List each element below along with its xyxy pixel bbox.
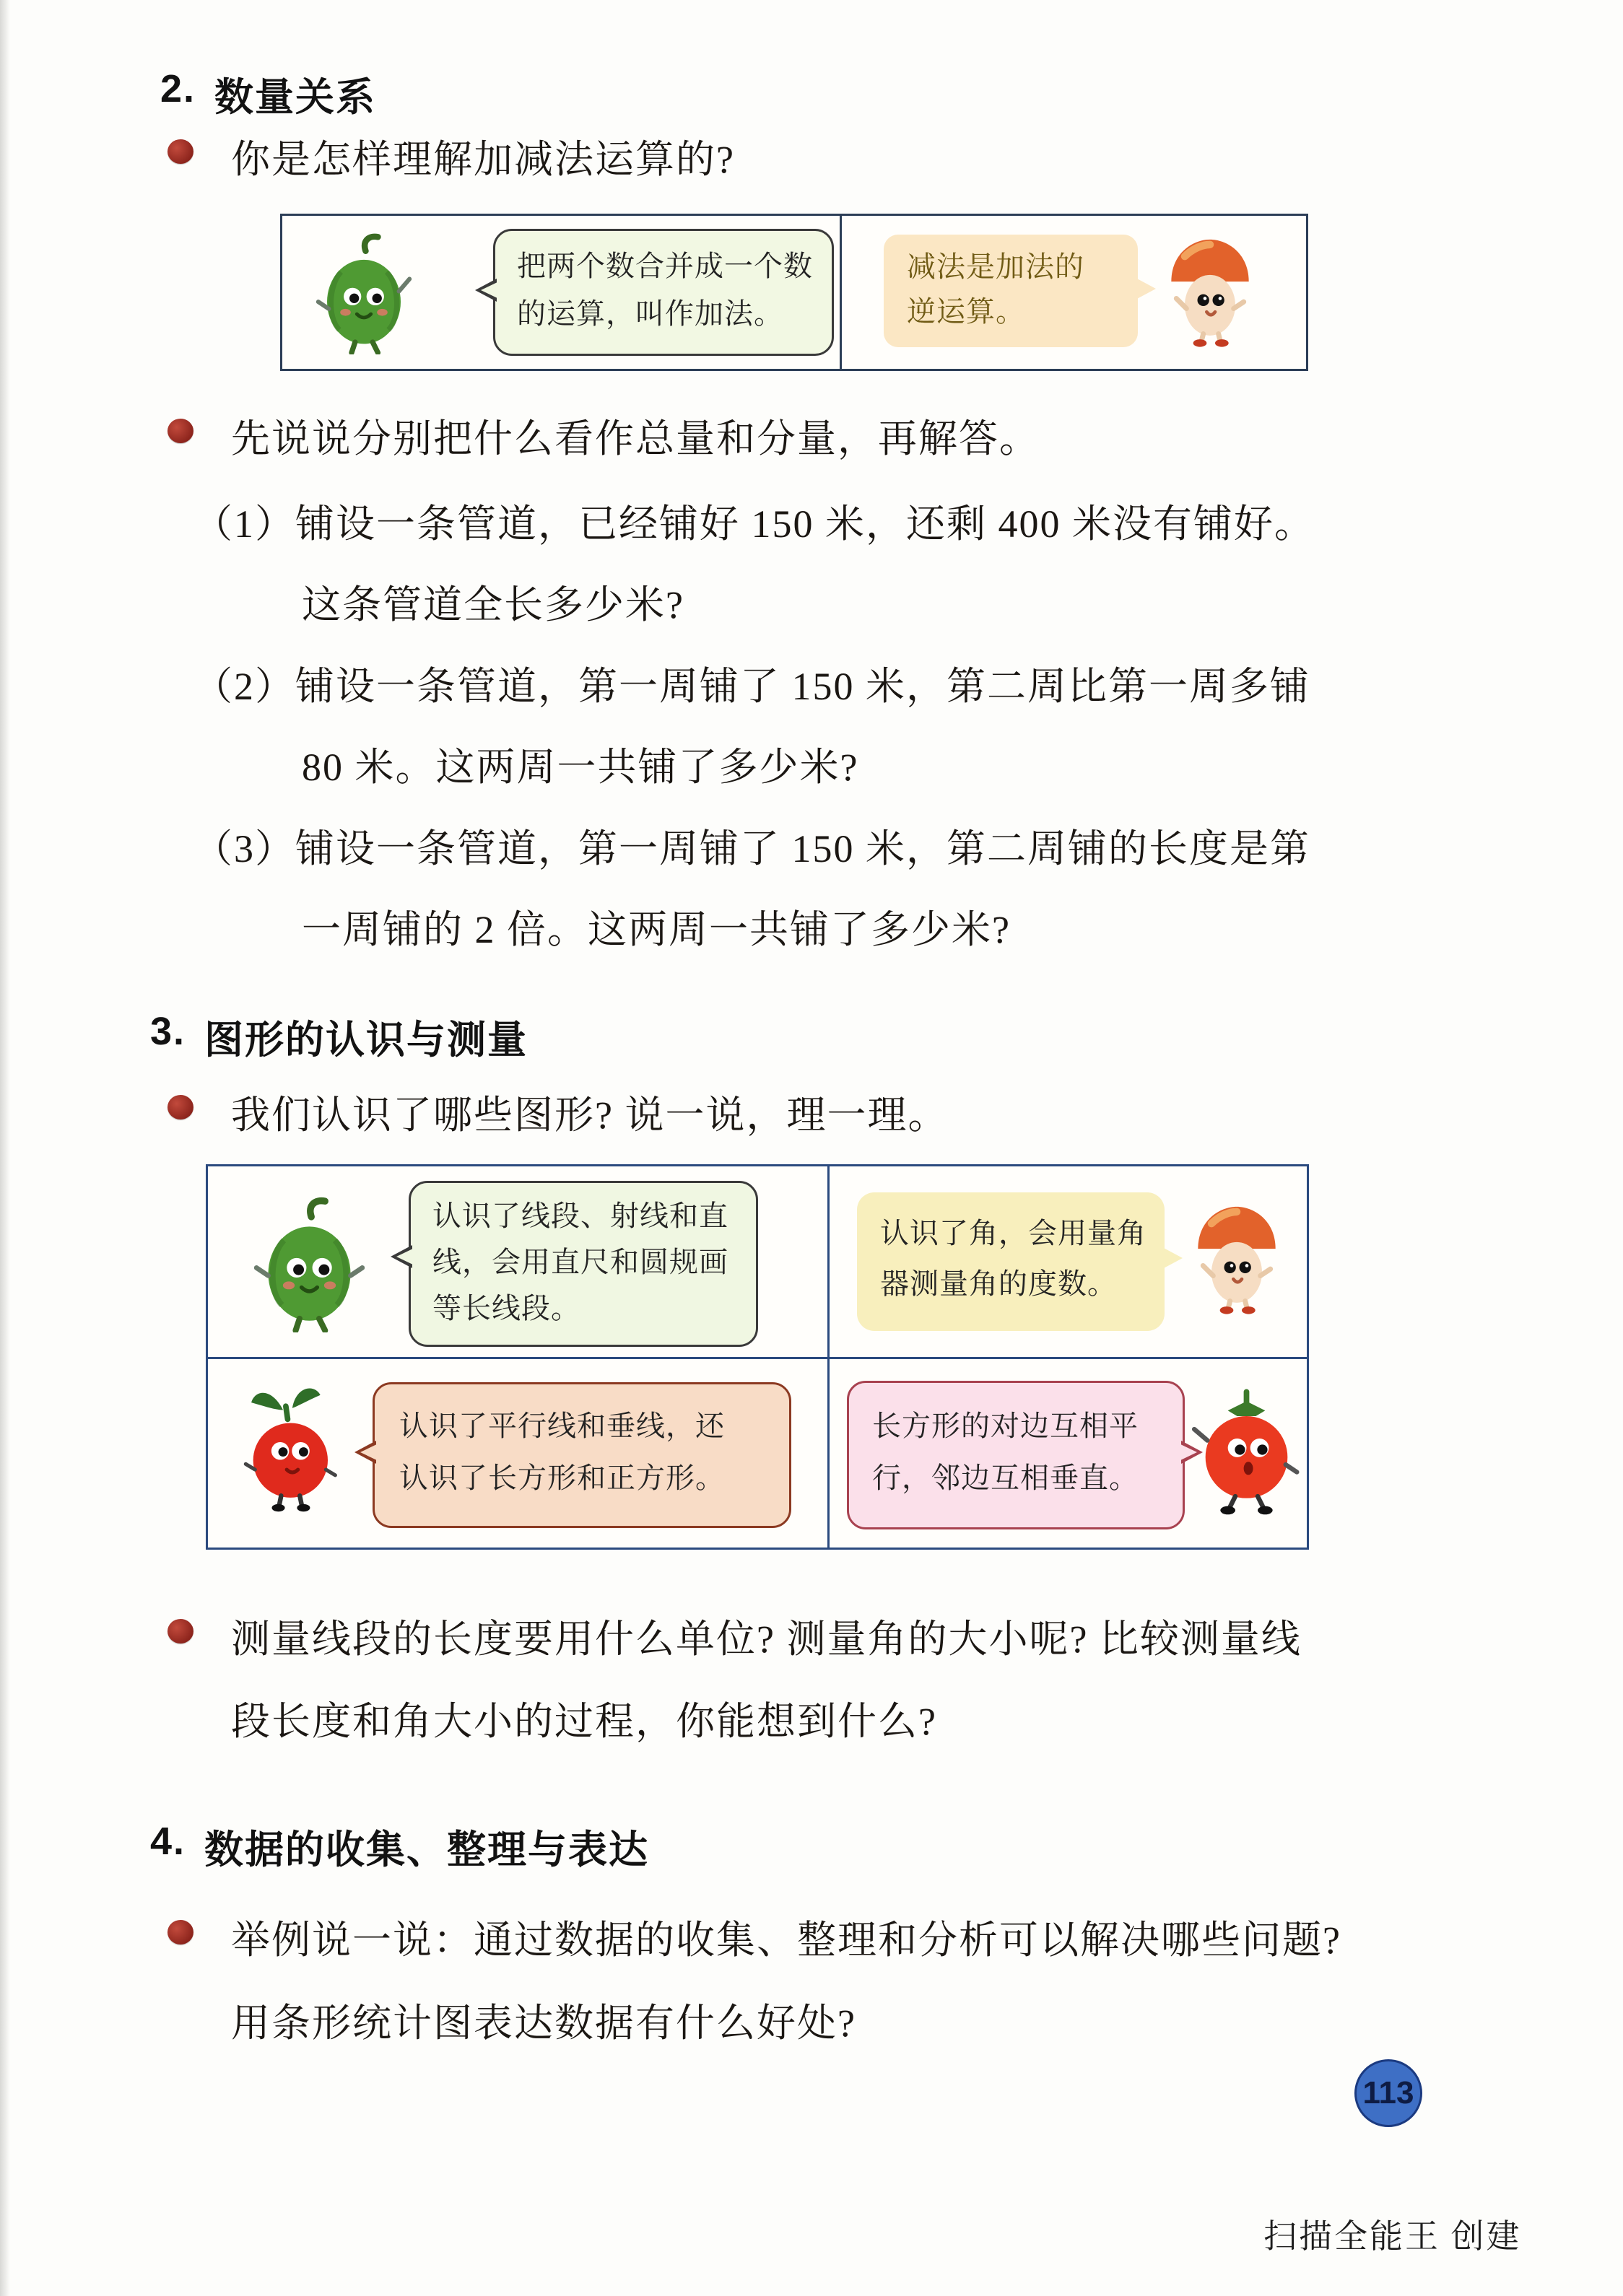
dialogue-cell xyxy=(842,216,1306,369)
speech-bubble-rectangle xyxy=(847,1381,1185,1529)
problem-3-line-2: 一周铺的 2 倍。这两周一共铺了多少米? xyxy=(302,908,1011,951)
problem-2-line-2: 80 米。这两周一共铺了多少米? xyxy=(302,746,859,789)
section-4-number: 4. xyxy=(150,1820,186,1863)
scan-edge-shadow xyxy=(0,0,10,2296)
bubble-tail xyxy=(1136,278,1156,300)
bubble-line: 的运算，叫作加法。 xyxy=(517,297,783,330)
dialogue-box-operations xyxy=(280,214,1308,371)
page-number: 113 xyxy=(1362,2075,1414,2111)
bullet-dot xyxy=(167,1920,193,1944)
mushroom-icon xyxy=(1159,229,1261,348)
bubble-tail xyxy=(1162,1247,1183,1269)
bubble-tail xyxy=(360,1444,378,1461)
problem-2-line-1: （2）铺设一条管道，第一周铺了 150 米，第二周比第一周多铺 xyxy=(193,665,1310,708)
question-line: 我们认识了哪些图形? 说一说，理一理。 xyxy=(231,1094,949,1137)
bullet-dot xyxy=(167,1619,193,1644)
green-pepper-icon xyxy=(310,232,418,354)
speech-bubble-subtraction xyxy=(884,235,1138,347)
bubble-line: 减法是加法的 xyxy=(907,250,1084,283)
bullet-dot xyxy=(167,419,193,443)
bubble-line: 长方形的对边互相平 xyxy=(872,1410,1139,1442)
bubble-line: 把两个数合并成一个数 xyxy=(517,250,813,282)
table-cell-bottom-right xyxy=(830,1359,1307,1548)
page-number-badge xyxy=(1354,2059,1422,2127)
dialogue-table-shapes xyxy=(206,1164,1309,1550)
table-cell-bottom-left xyxy=(208,1359,827,1548)
speech-bubble-addition xyxy=(493,229,834,356)
speech-bubble-angles xyxy=(857,1192,1165,1331)
section-2-number: 2. xyxy=(160,67,196,110)
speech-bubble-parallel xyxy=(373,1382,791,1528)
bubble-line: 等长线段。 xyxy=(432,1292,580,1324)
speech-bubble-lines xyxy=(409,1181,758,1347)
bubble-line: 器测量角的度数。 xyxy=(880,1267,1117,1300)
tomato-icon xyxy=(1191,1379,1302,1520)
radish-icon xyxy=(238,1375,350,1516)
instruction-line: 先说说分别把什么看作总量和分量，再解答。 xyxy=(231,417,1040,460)
scanner-watermark: 扫描全能王 创建 xyxy=(1263,2218,1522,2255)
bubble-line: 逆运算。 xyxy=(907,295,1025,328)
bubble-line: 行，邻边互相垂直。 xyxy=(872,1462,1139,1494)
bubble-line: 线，会用直尺和圆规画 xyxy=(432,1246,728,1278)
green-pepper-icon xyxy=(250,1195,369,1332)
section-3-number: 3. xyxy=(150,1010,186,1053)
bullet-dot xyxy=(167,139,193,164)
table-cell-top-right xyxy=(830,1166,1307,1357)
bullet-dot xyxy=(167,1095,193,1119)
bubble-tail xyxy=(481,281,499,299)
problem-1-line-1: （1）铺设一条管道，已经铺好 150 米，还剩 400 米没有铺好。 xyxy=(193,502,1315,546)
question-line: 你是怎样理解加减法运算的? xyxy=(231,138,735,181)
bubble-line: 认识了平行线和垂线，还 xyxy=(399,1410,725,1442)
section-4-title: 数据的收集、整理与表达 xyxy=(204,1828,650,1872)
bubble-line: 认识了角，会用量角 xyxy=(880,1217,1146,1249)
bubble-line: 认识了长方形和正方形。 xyxy=(399,1462,725,1494)
bubble-line: 认识了线段、射线和直 xyxy=(432,1200,728,1232)
section-3-title: 图形的认识与测量 xyxy=(204,1018,528,1062)
dialogue-cell xyxy=(282,216,840,369)
section-4-heading xyxy=(150,1819,649,1874)
section-2-title: 数量关系 xyxy=(214,76,377,119)
question-line-1: 举例说一说：通过数据的收集、整理和分析可以解决哪些问题? xyxy=(231,1919,1341,1962)
mushroom-icon xyxy=(1186,1192,1287,1319)
table-cell-top-left xyxy=(208,1166,827,1357)
bubble-tail xyxy=(396,1248,414,1265)
section-3-heading xyxy=(150,1009,528,1065)
question-line-1: 测量线段的长度要用什么单位? 测量角的大小呢? 比较测量线 xyxy=(231,1618,1302,1661)
problem-1-line-2: 这条管道全长多少米? xyxy=(302,583,684,627)
problem-3-line-1: （3）铺设一条管道，第一周铺了 150 米，第二周铺的长度是第 xyxy=(193,827,1310,870)
question-line-2: 用条形统计图表达数据有什么好处? xyxy=(231,2002,856,2045)
question-line-2: 段长度和角大小的过程，你能想到什么? xyxy=(231,1700,937,1743)
section-2-heading xyxy=(160,66,376,122)
